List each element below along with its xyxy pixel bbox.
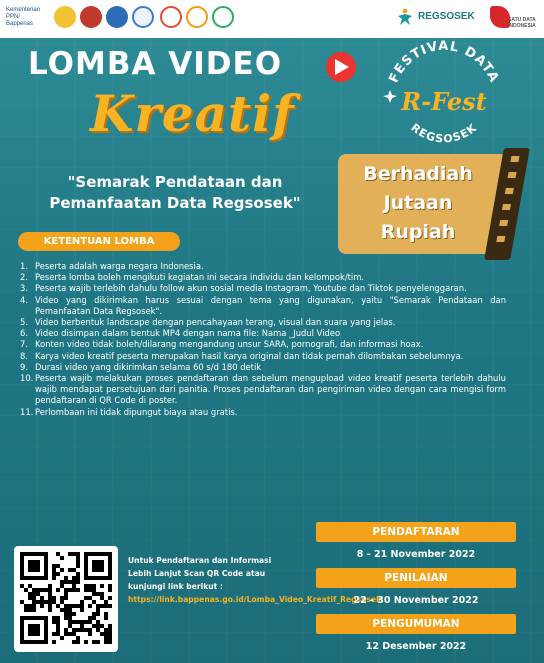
kominfo-logo-icon <box>132 6 154 28</box>
rule-item <box>20 373 506 407</box>
schedule-date-penilaian: 22 - 30 November 2022 <box>353 595 479 606</box>
rule-text: Konten video tidak boleh/dilarang mengandung unsur SARA, pornografi, dan informasi hoax. <box>35 339 424 350</box>
rule-number: 5. <box>20 317 28 328</box>
rule-number: 4. <box>20 294 28 305</box>
rule-text: Video disimpan dalam bentuk MP4 dengan nama file: Nama _Judul Video <box>35 328 341 339</box>
rule-number: 10. <box>20 373 34 384</box>
satu-data-logo <box>486 6 538 28</box>
poster-subtitle: Kreatif <box>90 84 295 143</box>
schedule-label-pengumuman: PENGUMUMAN <box>316 614 516 634</box>
rules-list <box>20 261 506 418</box>
rule-item <box>20 272 506 283</box>
festival-badge <box>376 38 512 150</box>
qr-code-icon <box>20 552 112 644</box>
rule-text: Karya video kreatif peserta merupakan hasil karya original dan tidak pernah dilombakan sebelumnya. <box>35 350 464 361</box>
rule-text: Durasi video yang dikirimkan selama 60 s/d 180 detik <box>35 361 262 372</box>
rule-text: Peserta adalah warga negara Indonesia. <box>35 261 204 271</box>
schedule <box>316 522 516 660</box>
rule-item <box>20 407 506 418</box>
poster-title: LOMBA VIDEO <box>28 46 283 82</box>
rule-item <box>20 283 506 294</box>
schedule-label-penilaian: PENILAIAN <box>316 568 516 588</box>
schedule-label-pendaftaran: PENDAFTARAN <box>316 522 516 542</box>
logo-bar <box>0 0 544 38</box>
rule-text: Peserta lomba boleh mengikuti kegiatan ini secara individu dan kelompok/tim. <box>35 272 365 283</box>
bappenas-logo-text: Kementerian PPN/ Bappenas <box>6 6 41 27</box>
prize-line: Jutaan <box>383 192 453 214</box>
festival-arc-top: FESTIVAL DATA <box>386 38 502 86</box>
rule-number: 8. <box>20 350 28 361</box>
registration-link[interactable]: https://link.bappenas.go.id/Lomba_Video_Kreatif_Regsosek <box>128 595 382 604</box>
ministry-emblem-icon <box>106 6 128 28</box>
festival-name: R-Fest <box>401 87 487 116</box>
satu-data-logo-text: SATU DATA INDONESIA <box>508 17 536 29</box>
rule-text: Peserta wajib melakukan proses pendaftaran dan sebelum mengupload video kreatif peserta terlebih dahulu wajib mendapat persetujuan dari panitia. Proses pendaftaran dan pengiriman video dengan cara mengisi form pendaftaran di QR Code di poster. <box>35 373 506 406</box>
rule-number: 9. <box>20 361 28 372</box>
rule-text: Perlombaan ini tidak dipungut biaya atau gratis. <box>35 406 238 417</box>
rule-item <box>20 295 506 317</box>
rule-number: 2. <box>20 272 28 283</box>
rule-number: 3. <box>20 283 28 294</box>
rule-item <box>20 328 506 339</box>
registration-info <box>128 554 382 606</box>
partner-logo-icon <box>212 6 234 28</box>
rule-number: 6. <box>20 328 28 339</box>
bappenas-logo <box>6 6 48 28</box>
prize-card <box>338 154 508 254</box>
sparkle-icon <box>383 90 397 103</box>
prize-line: Rupiah <box>380 221 456 243</box>
satu-data-mark-icon <box>490 6 510 28</box>
rule-text: Video berbentuk landscape dengan pencahayaan terang, visual dan suara yang jelas. <box>35 317 396 328</box>
regsosek-mark-icon <box>396 8 414 26</box>
prize-text <box>338 160 498 247</box>
rule-item <box>20 261 506 272</box>
schedule-date-pengumuman: 12 Desember 2022 <box>365 641 467 652</box>
partner-logo-icon <box>160 6 182 28</box>
rule-number: 7. <box>20 339 28 350</box>
rule-item <box>20 339 506 350</box>
regsosek-logo-text: REGSOSEK <box>418 11 475 22</box>
rule-text: Peserta wajib terlebih dahulu follow akun sosial media Instagram, Youtube dan Tiktok penyelenggaran. <box>35 283 467 294</box>
ministry-emblem-icon <box>80 6 102 28</box>
rule-item <box>20 317 506 328</box>
tagline: "Semarak Pendataan dan Pemanfaatan Data Regsosek" <box>49 173 301 212</box>
rule-number: 1. <box>20 261 28 271</box>
registration-info-text: Untuk Pendaftaran dan Informasi Lebih Lanjut Scan QR Code atau kunjungi link berikut : <box>128 556 272 591</box>
prize-line: Berhadiah <box>363 163 473 185</box>
festival-arc-bottom: REGSOSEK <box>408 120 480 146</box>
regsosek-logo <box>396 6 476 28</box>
rule-item <box>20 362 506 373</box>
play-icon <box>326 52 356 82</box>
registration-qr-code[interactable] <box>14 546 118 652</box>
rule-item <box>20 351 506 362</box>
partner-logo-icon <box>186 6 208 28</box>
rule-number: 11. <box>20 406 34 417</box>
rule-text: Video yang dikirimkan harus sesuai dengan tema yang digunakan, yaitu "Semarak Pendataan dan Pemanfaatan Data Regsosek". <box>35 294 506 316</box>
rules-heading: KETENTUAN LOMBA <box>18 232 180 251</box>
schedule-date-pendaftaran: 8 - 21 November 2022 <box>356 549 476 560</box>
garuda-emblem-icon <box>54 6 76 28</box>
